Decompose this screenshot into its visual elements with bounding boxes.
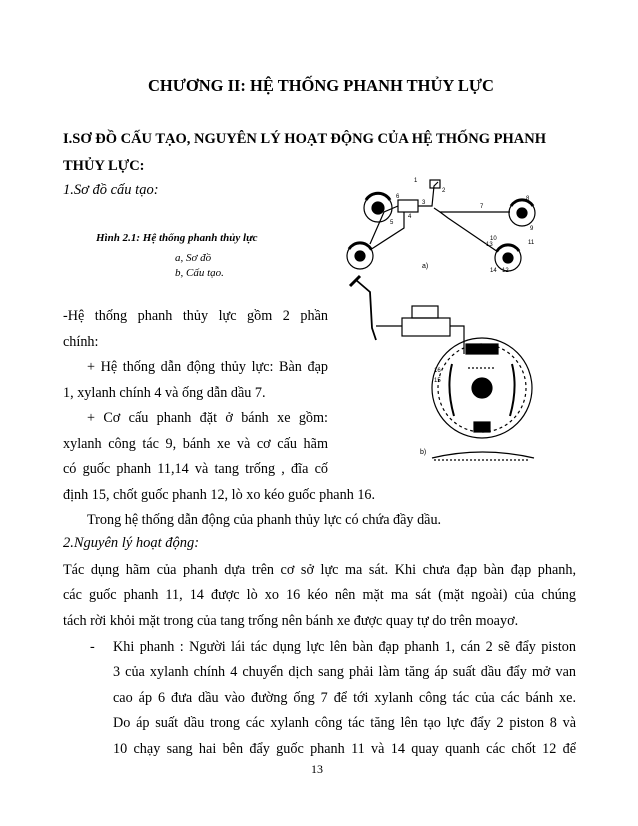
part-number-label: 5 — [390, 220, 394, 226]
part-number-label: 7 — [480, 204, 484, 210]
body-line-p1-1: -Hệ thống phanh thủy lực gồm 2 phần — [63, 308, 328, 324]
part-number-label: 6 — [396, 194, 400, 200]
body-line-p2-1: + Hệ thống dẫn động thủy lực: Bàn đạp — [87, 359, 328, 375]
bullet-line-1: Khi phanh : Người lái tác dụng lực lên bàn đạp phanh 1, cán 2 sẽ đẩy piston — [113, 639, 576, 655]
section-heading-line1: I.SƠ ĐỒ CẤU TẠO, NGUYÊN LÝ HOẠT ĐỘNG CỦA HỆ THỐNG PHANH — [63, 131, 546, 147]
wheel-front-left — [364, 193, 392, 222]
brake-pedal — [356, 280, 376, 340]
bullet-line-5: 10 chạy sang hai bên đẩy guốc phanh 11 và 14 quay quanh các chốt 12 để — [113, 741, 576, 757]
body-line-p5-2: các guốc phanh 11, 14 được lò xo 16 kéo nên mặt ma sát (mặt ngoài) của chúng — [63, 587, 576, 603]
part-number-label: 16 — [434, 368, 441, 374]
subsection-1-title: 1.Sơ đồ cấu tạo: — [63, 182, 159, 198]
part-number-label: 11 — [528, 240, 535, 246]
drum-brake-assembly — [432, 338, 532, 438]
master-cylinder — [402, 318, 450, 336]
part-number-label: 14 — [490, 268, 497, 274]
wheel-front-right — [509, 200, 535, 226]
part-number-label: 9 — [530, 226, 534, 232]
part-number-label: 3 — [422, 200, 426, 206]
body-line-p4: Trong hệ thống dẫn động của phanh thủy lực có chứa đầy dầu. — [87, 512, 442, 528]
figure-label-a: a) — [422, 263, 429, 270]
section-heading-line2: THỦY LỰC: — [63, 158, 145, 174]
part-number-label: 8 — [526, 196, 530, 202]
bullet-line-4: Do áp suất dầu trong các xylanh công tác tăng lên tạo lực đẩy 2 piston 8 và — [113, 715, 576, 731]
pedal-linkage — [418, 182, 438, 206]
wheel-rear-left — [347, 243, 373, 269]
body-line-p3-1: + Cơ cấu phanh đặt ở bánh xe gồm: — [87, 410, 328, 426]
part-number-label: 10 — [490, 236, 497, 242]
body-line-p3-4: định 15, chốt guốc phanh 12, lò xo kéo guốc phanh 16. — [63, 487, 376, 503]
bullet-line-2: 3 của xylanh chính 4 chuyển dịch sang phải làm tăng áp suất dầu đẩy mở van — [113, 664, 576, 680]
part-number-label: 2 — [442, 188, 446, 194]
body-line-p1-2: chính: — [63, 334, 99, 350]
bullet-line-3: cao áp 6 đưa dầu vào đường ống 7 để tới xylanh công tác của các bánh xe. — [113, 690, 576, 706]
figure-caption-title: Hình 2.1: Hệ thống phanh thủy lực — [96, 232, 258, 244]
page-number: 13 — [311, 762, 323, 776]
bullet-marker: - — [90, 639, 95, 655]
part-number-label: 1 — [414, 178, 418, 184]
chapter-title: CHƯƠNG II: HỆ THỐNG PHANH THỦY LỰC — [148, 76, 494, 95]
body-line-p5-3: tách rời khỏi mặt trong của tang trống nên bánh xe được quay tự do trên moayơ. — [63, 613, 519, 629]
figure-caption-b: b, Cấu tạo. — [175, 267, 224, 279]
figure-label-b: b) — [420, 449, 427, 456]
body-line-p5-1: Tác dụng hãm của phanh dựa trên cơ sở lực ma sát. Khi chưa đạp bàn đạp phanh, — [63, 562, 576, 578]
body-line-p2-2: 1, xylanh chính 4 và ống dẫn dầu 7. — [63, 385, 266, 401]
part-number-label: 4 — [408, 214, 412, 220]
body-line-p3-3: có guốc phanh 11,14 và tang trống , đĩa cố — [63, 461, 328, 477]
part-number-label: 12 — [502, 268, 509, 274]
part-number-label: 13 — [486, 242, 493, 248]
body-line-p3-2: xylanh công tác 9, bánh xe và cơ cấu hãm — [63, 436, 328, 452]
figure-caption-a: a, Sơ đồ — [175, 252, 212, 264]
part-number-label: 15 — [434, 378, 441, 384]
master-cylinder-schematic — [398, 200, 418, 212]
ground-line — [432, 452, 534, 458]
brake-system-figure — [330, 168, 580, 468]
subsection-2-title: 2.Nguyên lý hoạt động: — [63, 535, 200, 551]
